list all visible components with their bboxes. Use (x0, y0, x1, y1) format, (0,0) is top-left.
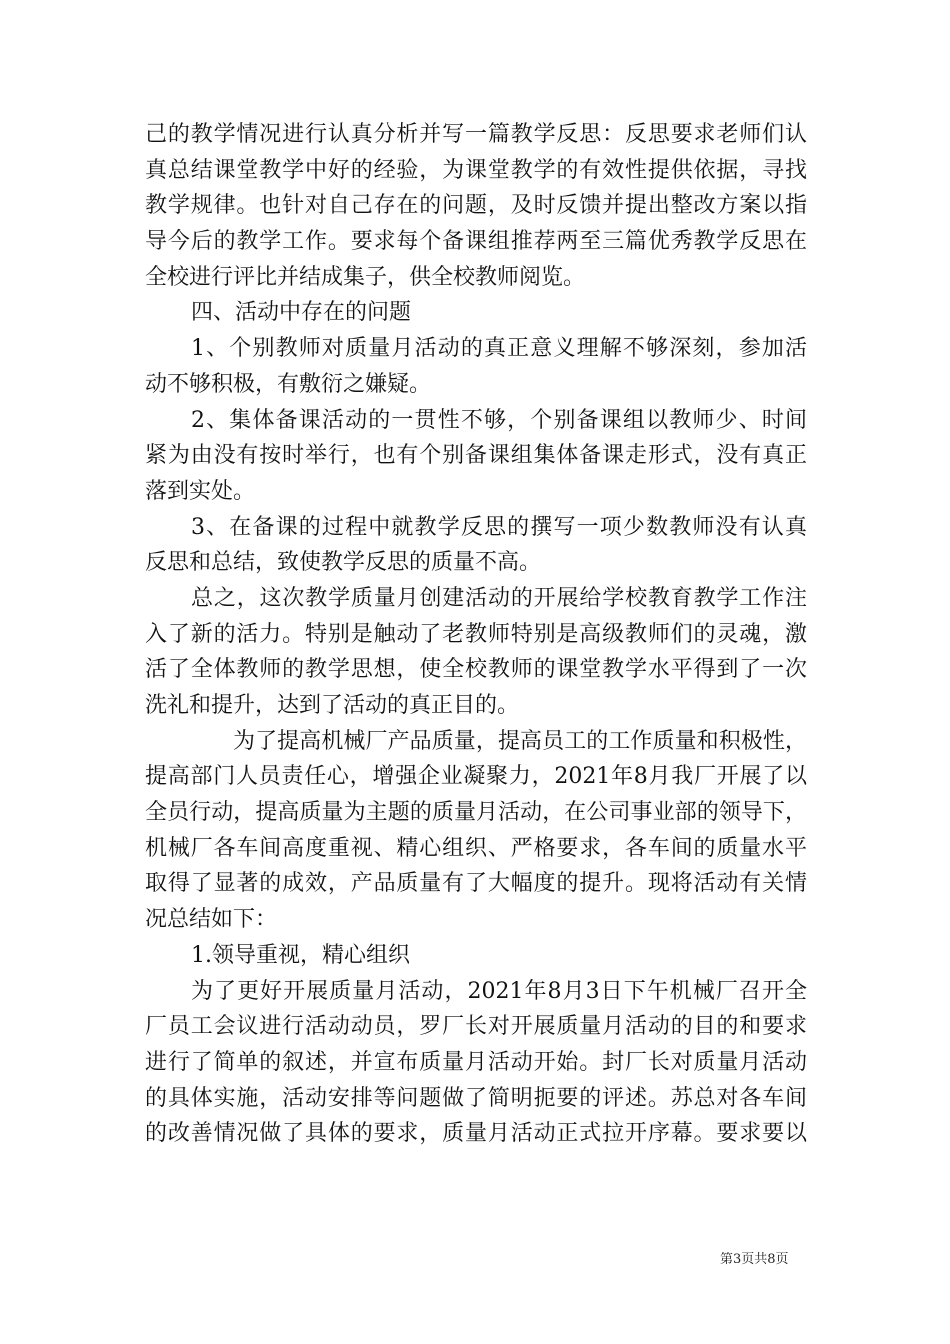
text-line: 己的教学情况进行认真分析并写一篇教学反思：反思要求老师们认 (145, 122, 807, 147)
paragraph (145, 974, 807, 1152)
text-line: 四、活动中存在的问题 (191, 300, 412, 326)
text-line: 总之，这次教学质量月创建活动的开展给学校教育教学工作注 (191, 585, 807, 611)
text-line: 机械厂各车间高度重视、精心组织、严格要求，各车间的质量水平 (145, 835, 807, 861)
text-line: 的改善情况做了具体的要求，质量月活动正式拉开序幕。要求要以 (145, 1121, 807, 1147)
text-line: 全校进行评比并结成集子，供全校教师阅览。 (145, 264, 586, 290)
text-line: 动不够积极，有敷衍之嫌疑。 (145, 371, 432, 397)
paragraph (145, 510, 807, 581)
text-line: 2、集体备课活动的一贯性不够，个别备课组以教师少、时间 (191, 407, 807, 433)
paragraph (145, 938, 807, 974)
text-line: 3、在备课的过程中就教学反思的撰写一项少数教师没有认真 (191, 514, 807, 540)
text-line: 取得了显著的成效，产品质量有了大幅度的提升。现将活动有关情 (145, 871, 807, 897)
text-line: 进行了简单的叙述，并宣布质量月活动开始。封厂长对质量月活动 (145, 1049, 807, 1075)
text-line: 入了新的活力。特别是触动了老教师特别是高级教师们的灵魂，激 (145, 621, 807, 647)
paragraph (145, 295, 807, 331)
text-line: 全员行动，提高质量为主题的质量月活动，在公司事业部的领导下， (145, 800, 807, 826)
text-line: 况总结如下： (145, 907, 278, 933)
paragraph (145, 117, 807, 295)
paragraph (145, 581, 807, 724)
page-number: 第3页共8页 (720, 1252, 789, 1267)
document-body (145, 117, 807, 1152)
text-line: 厂员工会议进行活动动员，罗厂长对开展质量月活动的目的和要求 (145, 1014, 807, 1040)
text-line: 反思和总结，致使教学反思的质量不高。 (145, 550, 542, 576)
text-line: 教学规律。也针对自己存在的问题，及时反馈并提出整改方案以指 (145, 193, 807, 219)
text-line: 为了更好开展质量月活动，2021年8月3日下午机械厂召开全 (191, 978, 807, 1004)
text-line: 1.领导重视，精心组织 (191, 942, 410, 968)
text-line: 导今后的教学工作。要求每个备课组推荐两至三篇优秀教学反思在 (145, 229, 807, 255)
text-line: 1、个别教师对质量月活动的真正意义理解不够深刻，参加活 (191, 336, 807, 362)
text-line: 紧为由没有按时举行，也有个别备课组集体备课走形式，没有真正 (145, 443, 807, 469)
text-line: 洗礼和提升，达到了活动的真正目的。 (145, 693, 520, 718)
text-line: 的具体实施，活动安排等问题做了简明扼要的评述。苏总对各车间 (145, 1085, 807, 1111)
text-line: 提高部门人员责任心，增强企业凝聚力，2021年8月我厂开展了以 (145, 764, 807, 790)
paragraph (145, 331, 807, 402)
text-line: 真总结课堂教学中好的经验，为课堂教学的有效性提供依据，寻找 (145, 157, 807, 183)
text-line: 活了全体教师的教学思想，使全校教师的课堂教学水平得到了一次 (145, 657, 807, 683)
text-line: 为了提高机械厂产品质量，提高员工的工作质量和积极性， (233, 728, 807, 754)
text-line: 落到实处。 (145, 478, 256, 504)
paragraph (145, 403, 807, 510)
paragraph (145, 724, 807, 938)
